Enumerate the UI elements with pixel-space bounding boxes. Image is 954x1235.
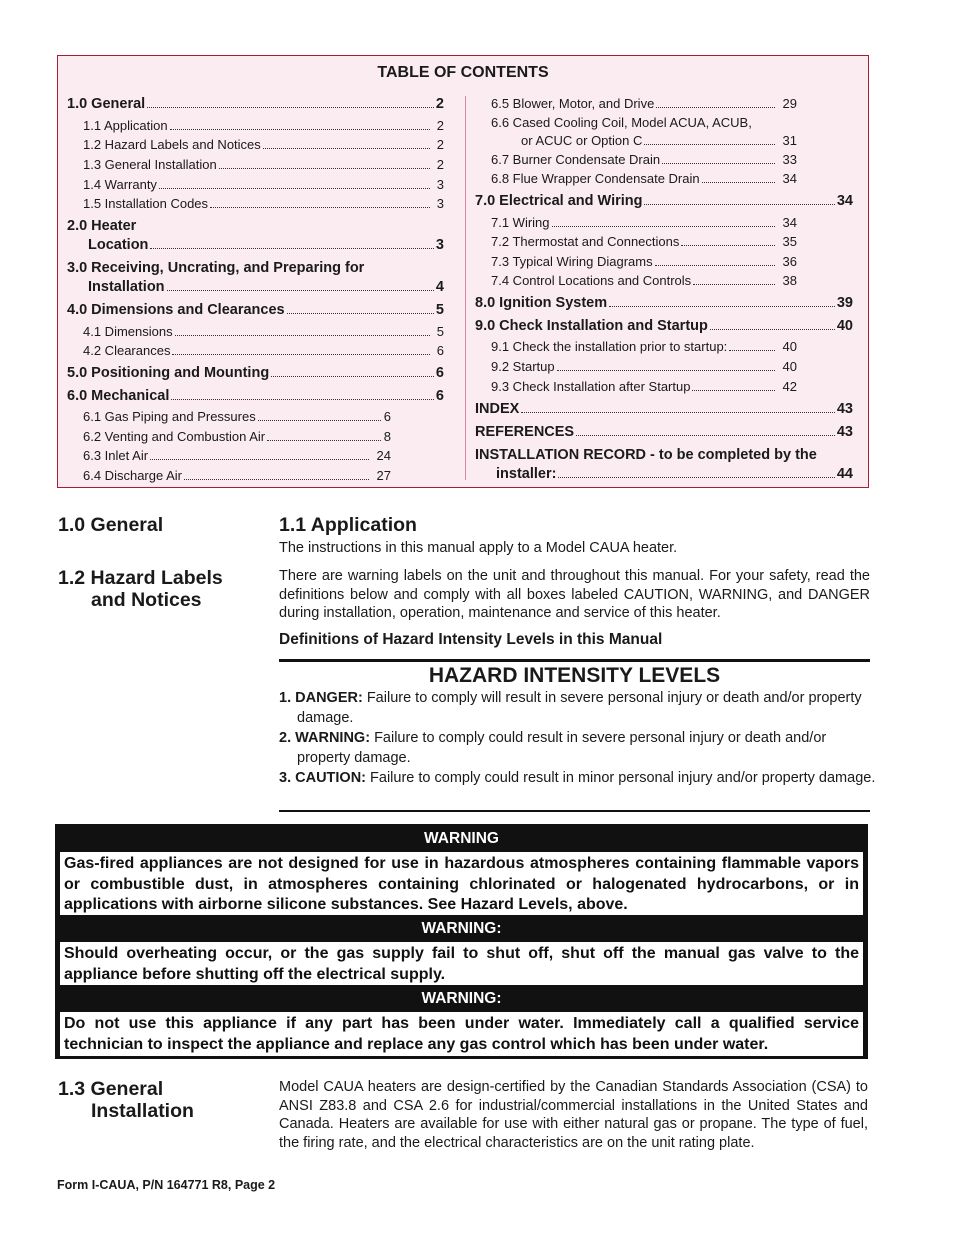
hazard-item-caution: 3. CAUTION: Failure to comply could result in minor personal injury and/or property damage. (279, 770, 876, 786)
toc-entry[interactable]: 6.2 Venting and Combustion Air 8 (83, 429, 391, 444)
section-title-application: 1.1 Application (279, 514, 417, 536)
toc-entry[interactable]: 1.2 Hazard Labels and Notices 2 (83, 137, 444, 152)
hazard-intensity-title: HAZARD INTENSITY LEVELS (428, 664, 721, 687)
table-of-contents (57, 55, 869, 488)
toc-entry-line1[interactable]: 3.0 Receiving, Uncrating, and Preparing for (67, 260, 365, 276)
toc-entry[interactable]: 6.1 Gas Piping and Pressures 6 (83, 409, 391, 424)
toc-column-divider (465, 96, 466, 480)
toc-entry[interactable]: 7.2 Thermostat and Connections 35 (491, 234, 797, 249)
section-title-hazard-line1: 1.2 Hazard Labels (58, 567, 223, 589)
toc-entry[interactable]: INDEX 43 (475, 401, 853, 417)
hazard-intensity-box (279, 659, 876, 812)
section-title-installation-line2: Installation (91, 1100, 194, 1122)
toc-entry[interactable]: 6.8 Flue Wrapper Condensate Drain 34 (491, 171, 797, 186)
section-title-general: 1.0 General (58, 514, 164, 536)
warning-heading: WARNING: (421, 920, 502, 937)
general-installation-text: Model CAUA heaters are design-certified by the Canadian Standards Association (CSA) to ANSI Z83.8 and CSA 2.6 for industrial/commercial installations in the United States and Canada. Heaters are available for use with either natural gas or propane. The type of fuel, the firing rate, and the electrical characteristics are on the unit rating plate. (279, 1079, 868, 1151)
section-title-general-installation (58, 1078, 194, 1122)
toc-entry[interactable]: REFERENCES 43 (475, 424, 853, 440)
toc-entry[interactable]: 9.1 Check the installation prior to startup: 40 (491, 339, 797, 354)
section-title-installation-line1: 1.3 General (58, 1078, 164, 1100)
page-footer: Form I-CAUA, P/N 164771 R8, Page 2 (57, 1178, 276, 1192)
toc-entry[interactable]: 1.4 Warranty 3 (83, 177, 444, 192)
toc-entry[interactable]: 1.1 Application 2 (83, 118, 444, 133)
toc-entry[interactable]: Installation 4 (88, 279, 444, 295)
toc-entry[interactable]: 4.0 Dimensions and Clearances 5 (67, 302, 444, 318)
toc-entry[interactable]: 1.3 General Installation 2 (83, 157, 444, 172)
toc-entry-line1[interactable]: 6.6 Cased Cooling Coil, Model ACUA, ACUB, (491, 115, 752, 130)
toc-entry[interactable]: 1.0 General 2 (67, 96, 444, 112)
toc-entry-line1[interactable]: 2.0 Heater (67, 218, 137, 234)
section-title-hazard-line2: and Notices (91, 589, 202, 611)
toc-entry[interactable]: 7.1 Wiring 34 (491, 215, 797, 230)
warning-heading: WARNING: (421, 990, 502, 1007)
hazard-item-danger: 1. DANGER: Failure to comply will result in severe personal injury or death and/or property damage. (279, 690, 862, 726)
toc-entry[interactable]: 9.2 Startup 40 (491, 359, 797, 374)
toc-entry[interactable]: 8.0 Ignition System 39 (475, 295, 853, 311)
toc-entry[interactable]: 5.0 Positioning and Mounting 6 (67, 365, 444, 381)
toc-entry[interactable]: 7.3 Typical Wiring Diagrams 36 (491, 254, 797, 269)
warning-block (55, 824, 868, 1059)
toc-entry[interactable]: 4.1 Dimensions 5 (83, 324, 444, 339)
section-title-hazard-labels (58, 567, 223, 611)
warning-heading: WARNING (424, 830, 499, 847)
toc-entry[interactable]: 7.0 Electrical and Wiring 34 (475, 193, 853, 209)
toc-entry[interactable]: 7.4 Control Locations and Controls 38 (491, 273, 797, 288)
warning-text: Should overheating occur, or the gas supply fail to shut off, shut off the manual gas valve to the appliance before shutting off the electrical supply. (60, 942, 863, 985)
toc-entry[interactable]: 6.3 Inlet Air 24 (83, 448, 391, 463)
warning-text: Gas-fired appliances are not designed for use in hazardous atmospheres containing flammable vapors or combustible dust, in atmospheres containing chlorinated or halogenated hydrocarbons, or in applications with airborne silicone substances. See Hazard Levels, above. (60, 852, 863, 915)
toc-entry[interactable]: 9.0 Check Installation and Startup 40 (475, 318, 853, 334)
definitions-title: Definitions of Hazard Intensity Levels in this Manual (279, 631, 663, 648)
toc-entry[interactable]: installer: 44 (496, 466, 853, 482)
toc-entry[interactable]: 6.7 Burner Condensate Drain 33 (491, 152, 797, 167)
toc-entry-line1[interactable]: INSTALLATION RECORD - to be completed by the (475, 447, 817, 463)
hazard-item-warning: 2. WARNING: Failure to comply could result in severe personal injury or death and/or property damage. (279, 730, 827, 766)
toc-entry[interactable]: 6.5 Blower, Motor, and Drive 29 (491, 96, 797, 111)
warning-text: Do not use this appliance if any part has been under water. Immediately call a qualified service technician to inspect the appliance and replace any gas control which has been under water. (60, 1012, 863, 1056)
toc-entry[interactable]: 4.2 Clearances 6 (83, 343, 444, 358)
toc-entry[interactable]: or ACUC or Option C 31 (521, 133, 797, 148)
toc-title: TABLE OF CONTENTS (377, 64, 549, 81)
hazard-labels-text: There are warning labels on the unit and throughout this manual. For your safety, read the definitions below and comply with all boxes labeled CAUTION, WARNING, and DANGER during installation, operation, maintenance and service of this heater. (279, 568, 870, 621)
application-text: The instructions in this manual apply to a Model CAUA heater. (279, 540, 678, 556)
toc-entry[interactable]: 9.3 Check Installation after Startup 42 (491, 379, 797, 394)
toc-entry[interactable]: 6.4 Discharge Air 27 (83, 468, 391, 483)
toc-entry[interactable]: 6.0 Mechanical 6 (67, 388, 444, 404)
toc-entry[interactable]: 1.5 Installation Codes 3 (83, 196, 444, 211)
toc-entry[interactable]: Location 3 (88, 237, 444, 253)
